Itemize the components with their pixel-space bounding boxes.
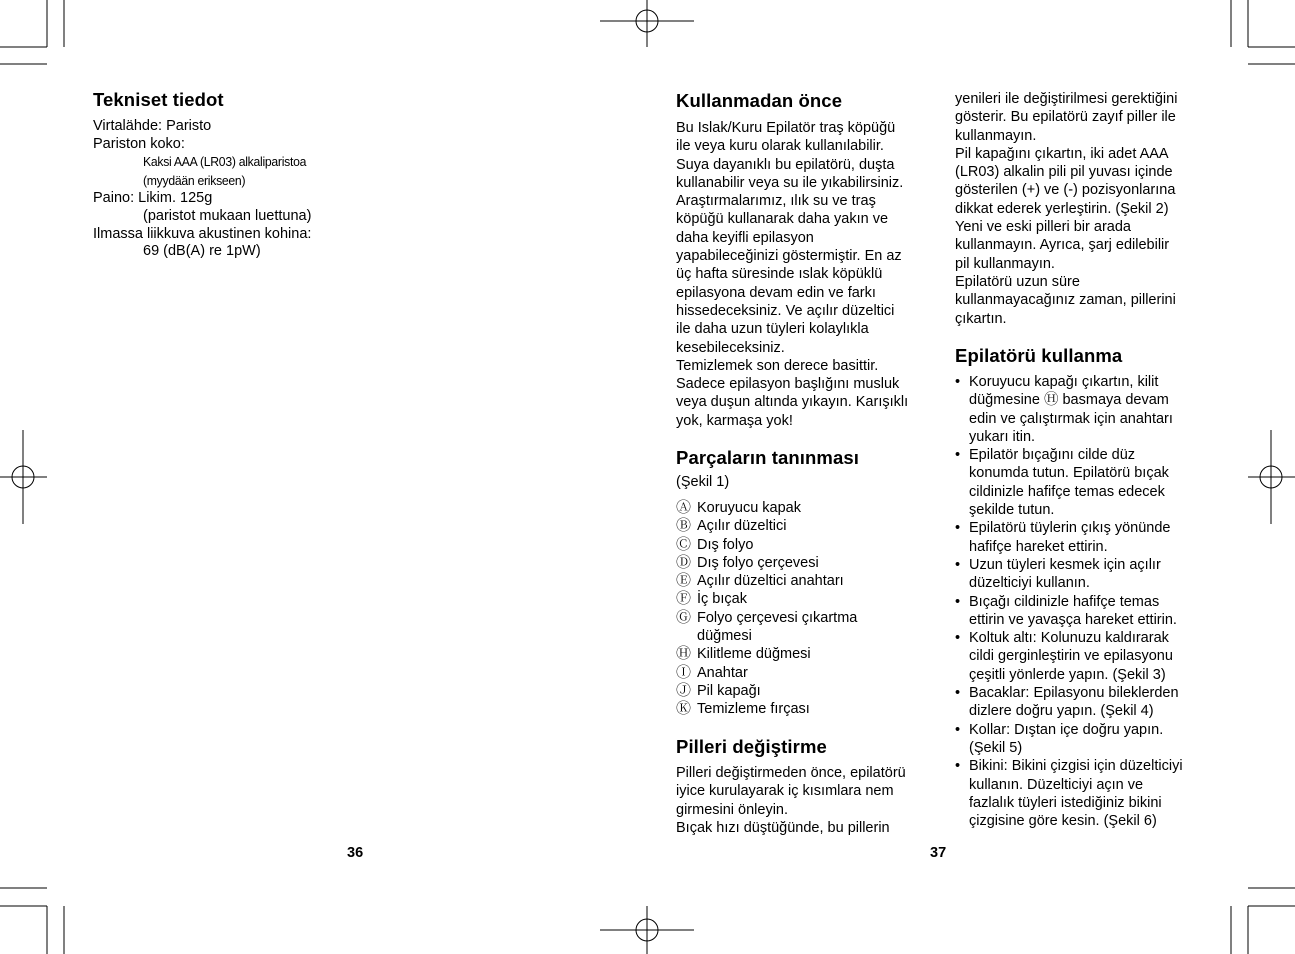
- bullet-text: kullanın. Düzelticiyi açın ve: [969, 776, 1144, 793]
- spec-line-text: Paino: Likim. 125g: [93, 190, 213, 207]
- part-letter-icon: Ⓙ: [676, 681, 692, 699]
- part-label: Açılır düzeltici: [697, 518, 787, 535]
- bullet-icon: [955, 391, 969, 409]
- body-line: girmesini önleyin.: [676, 801, 789, 818]
- bullet-text: (Şekil 5): [969, 739, 1023, 756]
- bullet-icon: •: [955, 520, 961, 537]
- bullet-text: konumda tutun. Epilatörü bıçak: [969, 465, 1169, 482]
- body-line: veya duşun altında yıkayın. Karışıklı: [676, 394, 909, 411]
- part-letter-icon: Ⓗ: [676, 645, 692, 663]
- body-line: ile daha uzun tüyleri kolaylıkla: [676, 321, 869, 338]
- spec-line-text: Kaksi AAA (LR03) alkaliparistoa: [143, 154, 307, 170]
- bullet-icon: [955, 812, 969, 830]
- part-label: Açılır düzeltici anahtarı: [697, 573, 844, 590]
- bullet-icon: [955, 794, 969, 812]
- part-item: [676, 536, 946, 554]
- bullet-icon: [955, 483, 969, 501]
- part-label: Dış folyo: [697, 536, 754, 553]
- body-line: epilasyona devam edin ve farkı: [676, 284, 876, 301]
- part-label: İç bıçak: [697, 591, 747, 608]
- bullet-icon: [955, 647, 969, 665]
- bullet-line: [955, 538, 1225, 556]
- bullet-line: [955, 464, 1225, 482]
- body-line: ile veya kuru olarak kullanılabilir.: [676, 138, 884, 155]
- bullet-icon: •: [955, 758, 961, 775]
- bullet-line: [955, 556, 1225, 574]
- section-title-parcalarin-taninmasi: Parçaların tanınması: [676, 447, 859, 468]
- bullet-icon: [955, 776, 969, 794]
- bullet-text: Bacaklar: Epilasyonu bileklerden: [969, 685, 1179, 702]
- part-label: Dış folyo çerçevesi: [697, 554, 819, 571]
- bullet-text: Epilatörü tüylerin çıkış yönünde: [969, 520, 1171, 537]
- bullet-icon: [955, 464, 969, 482]
- bullet-icon: •: [955, 374, 961, 390]
- body-line: üç hafta süresinde ıslak köpüklü: [676, 266, 883, 283]
- bullet-icon: [955, 538, 969, 556]
- spec-line: [93, 208, 513, 226]
- body-line: Temizlemek son derece basittir.: [676, 357, 879, 374]
- bullet-icon: •: [955, 630, 961, 647]
- bullet-icon: •: [955, 593, 961, 610]
- section-body-pilleri-degistirme-continued: [955, 90, 1225, 328]
- bullet-icon: [955, 428, 969, 446]
- spec-line-text: Pariston koko:: [93, 135, 185, 152]
- bullet-text: Koruyucu kapağı çıkartın, kilit: [969, 374, 1159, 390]
- bullet-text: cildinizle hafifçe temas edecek: [969, 483, 1165, 500]
- bullet-line: [955, 812, 1225, 830]
- bullet-icon: •: [955, 721, 961, 738]
- section-title-epilatoru-kullanma: Epilatörü kullanma: [955, 345, 1123, 366]
- part-letter-icon: Ⓕ: [676, 590, 692, 608]
- body-line: çıkartın.: [955, 310, 1007, 327]
- spec-line-text: 69 (dB(A) re 1pW): [143, 243, 261, 260]
- bullet-text: Bıçağı cildinizle hafifçe temas: [969, 593, 1160, 610]
- bullet-line: [955, 757, 1225, 775]
- bullet-text: çizgisine göre kesin. (Şekil 6): [969, 813, 1157, 830]
- body-line: iyice kurulayarak iç kısımlara nem: [676, 783, 894, 800]
- spec-line: [93, 243, 513, 261]
- bullet-line: [955, 739, 1225, 757]
- spec-line: [93, 136, 513, 154]
- part-item: [676, 645, 946, 663]
- part-label: Koruyucu kapak: [697, 500, 801, 516]
- part-letter-icon: Ⓖ: [676, 608, 692, 626]
- page-number-right: 37: [930, 845, 947, 861]
- bullet-line: [955, 428, 1225, 446]
- bullet-text: Koltuk altı: Kolunuzu kaldırarak: [969, 630, 1169, 647]
- body-line: Suya dayanıklı bu epilatörü, duşta: [676, 156, 895, 173]
- part-item: [676, 664, 946, 682]
- part-label: Temizleme fırçası: [697, 701, 810, 718]
- section-title-pilleri-degistirme: Pilleri değiştirme: [676, 736, 827, 757]
- body-line: gösterilen (+) ve (-) pozisyonlarına: [955, 182, 1176, 199]
- body-line: hissedeceksiniz. Ve açılır düzeltici: [676, 302, 895, 319]
- part-letter-icon: Ⓚ: [676, 700, 692, 718]
- bullet-line: [955, 446, 1225, 464]
- part-item: [676, 554, 946, 572]
- bullet-text: Uzun tüyleri kesmek için açılır: [969, 556, 1161, 573]
- body-line: daha keyifli epilasyon: [676, 229, 814, 246]
- bullet-text: ettirin ve yavaşça hareket ettirin.: [969, 611, 1177, 628]
- bullet-icon: •: [955, 556, 961, 573]
- bullet-line: [955, 391, 1225, 409]
- part-letter-icon: Ⓑ: [676, 517, 692, 535]
- bullet-line: [955, 721, 1225, 739]
- bullet-line: [955, 501, 1225, 519]
- body-line: pil kullanmayın.: [955, 255, 1055, 272]
- bullet-icon: [955, 574, 969, 592]
- body-line: dikkat ederek yerleştirin. (Şekil 2): [955, 200, 1169, 217]
- bullet-icon: •: [955, 685, 961, 702]
- bullet-line: [955, 794, 1225, 812]
- bullet-text: hafifçe hareket ettirin.: [969, 538, 1108, 555]
- bullet-text: fazlalık tüyleri istediğiniz bikini: [969, 794, 1162, 811]
- body-line: kesebileceksiniz.: [676, 339, 785, 356]
- bullet-icon: [955, 739, 969, 757]
- spec-line: [93, 190, 513, 208]
- body-line: yok, karmaşa yok!: [676, 412, 793, 429]
- bullet-icon: [955, 611, 969, 629]
- section-body-pilleri-degistirme: [676, 764, 946, 837]
- bullet-text: edin ve çalıştırmak için anahtarı: [969, 410, 1173, 427]
- part-item: [676, 517, 946, 535]
- body-line: Sadece epilasyon başlığını musluk: [676, 376, 900, 393]
- bullet-line: [955, 483, 1225, 501]
- section-title-tekniset-tiedot: Tekniset tiedot: [93, 89, 224, 110]
- body-line: kullanabilir veya su ile yıkabilirsiniz.: [676, 174, 904, 191]
- body-line: Bıçak hızı düştüğünde, bu pillerin: [676, 819, 890, 836]
- body-line: Bu Islak/Kuru Epilatör traş köpüğü: [676, 120, 896, 136]
- bullet-line: [955, 519, 1225, 537]
- part-item: [676, 700, 946, 718]
- bullet-line: [955, 593, 1225, 611]
- body-line: Pilleri değiştirmeden önce, epilatörü: [676, 765, 906, 781]
- bullet-text: dizlere doğru yapın. (Şekil 4): [969, 703, 1154, 720]
- figure-reference: (Şekil 1): [676, 474, 730, 490]
- body-line: (LR03) alkalin pili pil yuvası içinde: [955, 164, 1173, 181]
- body-line: kullanmayın. Ayrıca, şarj edilebilir: [955, 237, 1170, 254]
- bullet-text: Epilatör bıçağını cilde düz: [969, 447, 1136, 464]
- page-number-left: 36: [347, 845, 364, 861]
- bullet-text: çeşitli yönlerde yapın. (Şekil 3): [969, 666, 1166, 683]
- body-line: Epilatörü uzun süre: [955, 273, 1080, 290]
- spec-line-text: Ilmassa liikkuva akustinen kohina:: [93, 225, 312, 242]
- part-item: [676, 682, 946, 700]
- part-label: Pil kapağı: [697, 682, 761, 699]
- part-item: [676, 572, 946, 590]
- part-label: Kilitleme düğmesi: [697, 646, 811, 663]
- spec-line: [93, 118, 513, 136]
- spec-list: [93, 118, 513, 261]
- body-line: yenileri ile değiştirilmesi gerektiğini: [955, 91, 1178, 107]
- part-item: [676, 499, 946, 517]
- body-line: yapabileceğinizi göstermiştir. En az: [676, 248, 902, 265]
- spec-line-text: Virtalähde: Paristo: [93, 118, 212, 134]
- bullet-line: [955, 373, 1225, 391]
- part-label: düğmesi: [697, 628, 752, 645]
- body-line: kullanmayacağınız zaman, pillerini: [955, 292, 1176, 309]
- bullet-text: şekilde tutun.: [969, 502, 1055, 519]
- part-letter-icon: [676, 627, 697, 645]
- spec-line: [93, 172, 513, 191]
- part-letter-icon: Ⓒ: [676, 535, 692, 553]
- bullet-icon: [955, 666, 969, 684]
- bullet-line: [955, 647, 1225, 665]
- part-letter-icon: Ⓓ: [676, 553, 692, 571]
- spec-line-text: (paristot mukaan luettuna): [143, 207, 312, 224]
- part-letter-icon: Ⓐ: [676, 499, 692, 516]
- bullet-line: [955, 666, 1225, 684]
- body-line: gösterir. Bu epilatörü zayıf piller ile: [955, 109, 1176, 126]
- body-line: kullanmayın.: [955, 127, 1037, 144]
- part-label: Folyo çerçevesi çıkartma: [697, 609, 858, 626]
- bullet-icon: [955, 501, 969, 519]
- bullet-line: [955, 776, 1225, 794]
- body-line: Pil kapağını çıkartın, iki adet AAA: [955, 145, 1169, 162]
- bullet-icon: •: [955, 447, 961, 464]
- section-body-kullanmadan-once: [676, 119, 946, 430]
- part-item: [676, 590, 946, 608]
- bullet-icon: [955, 702, 969, 720]
- bullet-text: düzelticiyi kullanın.: [969, 575, 1090, 592]
- spec-line-text: (myydään erikseen): [143, 172, 246, 188]
- body-line: Araştırmalarımız, ılık su ve traş: [676, 193, 876, 210]
- part-label: Anahtar: [697, 664, 748, 681]
- bullet-text: yukarı itin.: [969, 428, 1036, 445]
- body-line: Yeni ve eski pilleri bir arada: [955, 219, 1131, 236]
- spec-line: [93, 226, 513, 244]
- bullet-text: Bikini: Bikini çizgisi için düzelticiyi: [969, 758, 1183, 775]
- spec-line: [93, 153, 513, 172]
- part-item: [676, 627, 946, 645]
- bullet-line: [955, 702, 1225, 720]
- section-title-kullanmadan-once: Kullanmadan önce: [676, 90, 843, 111]
- bullet-icon: [955, 410, 969, 428]
- bullet-text: düğmesine Ⓗ basmaya devam: [969, 392, 1169, 409]
- part-letter-icon: Ⓘ: [676, 663, 692, 681]
- bullet-line: [955, 684, 1225, 702]
- bullet-line: [955, 574, 1225, 592]
- usage-bullet-list: [955, 373, 1225, 830]
- bullet-line: [955, 410, 1225, 428]
- bullet-text: cildi gerginleştirin ve epilasyonu: [969, 648, 1173, 665]
- body-line: köpüğü kullanarak daha yakın ve: [676, 211, 889, 228]
- parts-list: [676, 499, 946, 719]
- bullet-line: [955, 629, 1225, 647]
- part-item: [676, 609, 946, 627]
- bullet-text: Kollar: Dıştan içe doğru yapın.: [969, 721, 1164, 738]
- part-letter-icon: Ⓔ: [676, 572, 692, 590]
- bullet-line: [955, 611, 1225, 629]
